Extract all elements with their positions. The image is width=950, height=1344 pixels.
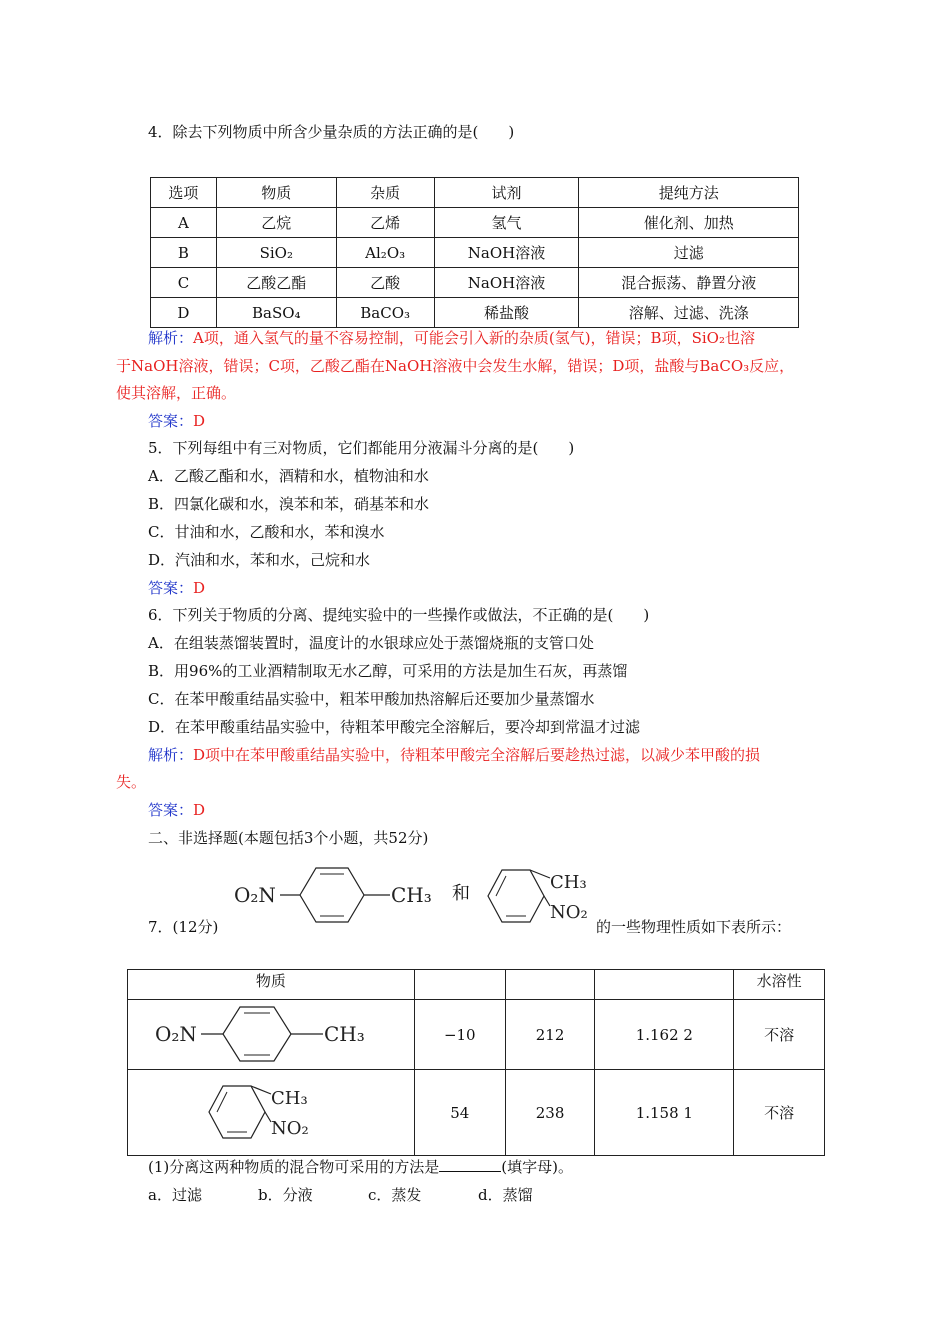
answer-value: D (193, 801, 206, 819)
answer-label: 答案： (148, 412, 194, 430)
q7-conjunction: 和 (452, 883, 470, 904)
q4-analysis-line-2: 于NaOH溶液，错误；C项，乙酸乙酯在NaOH溶液中会发生水解，错误；D项，盐酸与BaCO₃反应， (116, 357, 795, 375)
q5-option-d: D．汽油和水，苯和水，己烷和水 (148, 551, 371, 569)
analysis-label: 解析： (148, 746, 194, 764)
cell-value: 1.158 1 (595, 1070, 734, 1156)
q7-table (127, 969, 825, 1156)
q7-sub1-text-a: (1)分离这两种物质的混合物可采用的方法是 (148, 1158, 440, 1176)
cell-solubility: 不溶 (734, 1000, 825, 1070)
q4-analysis-line-3: 使其溶解，正确。 (116, 384, 237, 402)
cell-impurity: 乙烯 (336, 208, 434, 238)
q7-table-header-row (128, 970, 825, 1000)
cell-reagent: NaOH溶液 (434, 238, 579, 268)
answer-value: D (193, 412, 206, 430)
q7-suffix: 的一些物理性质如下表所示： (596, 918, 792, 936)
cell-option: D (151, 298, 217, 328)
answer-blank[interactable] (439, 1157, 501, 1172)
q6-option-d: D．在苯甲酸重结晶实验中，待粗苯甲酸完全溶解后，要冷却到常温才过滤 (148, 718, 641, 736)
q4-table (150, 177, 799, 328)
q4-header-impurity: 杂质 (336, 178, 434, 208)
cell-value: 54 (414, 1070, 505, 1156)
cell-structure (128, 1000, 415, 1070)
cell-method: 混合振荡、静置分液 (579, 268, 799, 298)
table-row (151, 238, 799, 268)
table-row (151, 208, 799, 238)
cell-method: 过滤 (579, 238, 799, 268)
q4-answer (148, 411, 205, 431)
structure-label-bottom: NO₂ (550, 902, 588, 923)
cell-value: 238 (505, 1070, 595, 1156)
answer-label: 答案： (148, 579, 194, 597)
q5-option-c: C．甘油和水，乙酸和水，苯和溴水 (148, 523, 385, 541)
q7-sub1-options (148, 1185, 533, 1205)
q4-table-header-row (151, 178, 799, 208)
cell-reagent: NaOH溶液 (434, 268, 579, 298)
q6-option-a: A．在组装蒸馏装置时，温度计的水银球应处于蒸馏烧瓶的支管口处 (148, 634, 594, 652)
cell-solubility: 不溶 (734, 1070, 825, 1156)
q7-header-col3 (505, 970, 595, 1000)
cell-structure (128, 1070, 415, 1156)
analysis-text: D项中在苯甲酸重结晶实验中，待粗苯甲酸完全溶解后要趁热过滤，以减少苯甲酸的损 (193, 746, 761, 764)
option-a: a．过滤 (148, 1186, 202, 1204)
q7-sub1-text-b: (填字母)。 (501, 1158, 573, 1176)
q7-header-solubility: 水溶性 (734, 970, 825, 1000)
q4-header-option: 选项 (151, 178, 217, 208)
q7-header-col2 (414, 970, 505, 1000)
cell-option: A (151, 208, 217, 238)
cell-impurity: 乙酸 (336, 268, 434, 298)
cell-impurity: BaCO₃ (336, 298, 434, 328)
cell-option: C (151, 268, 217, 298)
table-row (128, 1000, 825, 1070)
cell-method: 催化剂、加热 (579, 208, 799, 238)
q7-header-substance: 物质 (128, 970, 415, 1000)
cell-method: 溶解、过滤、洗涤 (579, 298, 799, 328)
cell-substance: 乙酸乙酯 (216, 268, 336, 298)
q4-header-substance: 物质 (216, 178, 336, 208)
structure-label-top: CH₃ (550, 872, 587, 893)
cell-substance: SiO₂ (216, 238, 336, 268)
q6-analysis-line-2: 失。 (116, 773, 147, 791)
cell-reagent: 氢气 (434, 208, 579, 238)
structure-label-bottom: NO₂ (270, 1117, 309, 1139)
ortho-nitrotoluene-structure (478, 856, 598, 936)
q4-header-method: 提纯方法 (579, 178, 799, 208)
cell-value: −10 (414, 1000, 505, 1070)
q5-answer (148, 578, 205, 598)
q6-stem: 6．下列关于物质的分离、提纯实验中的一些操作或做法，不正确的是( ) (148, 606, 650, 624)
structure-label-left: O₂N (234, 883, 276, 907)
q6-option-b: B．用96%的工业酒精制取无水乙醇，可采用的方法是加生石灰，再蒸馏 (148, 662, 628, 680)
q6-analysis-line-1 (148, 745, 760, 765)
para-nitrotoluene-structure (151, 1003, 391, 1063)
option-d: d．蒸馏 (478, 1186, 533, 1204)
cell-substance: BaSO₄ (216, 298, 336, 328)
table-row (151, 268, 799, 298)
analysis-label: 解析： (148, 329, 194, 347)
analysis-text: A项，通入氢气的量不容易控制，可能会引入新的杂质(氢气)，错误；B项，SiO₂也溶 (193, 329, 755, 347)
q4-stem: 4．除去下列物质中所含少量杂质的方法正确的是( ) (148, 123, 515, 141)
option-b: b．分液 (258, 1186, 313, 1204)
q7-prefix: 7．(12分) (148, 918, 219, 936)
para-nitrotoluene-structure (230, 862, 440, 926)
q6-answer (148, 800, 205, 820)
q7-header-col4 (595, 970, 734, 1000)
structure-label-top: CH₃ (270, 1087, 308, 1109)
answer-value: D (193, 579, 206, 597)
cell-value: 212 (505, 1000, 595, 1070)
q7-sub1 (148, 1157, 573, 1177)
table-row (151, 298, 799, 328)
cell-option: B (151, 238, 217, 268)
cell-impurity: Al₂O₃ (336, 238, 434, 268)
q5-option-b: B．四氯化碳和水，溴苯和苯，硝基苯和水 (148, 495, 430, 513)
structure-label-right: CH₃ (391, 883, 432, 907)
structure-label-right: CH₃ (323, 1021, 365, 1046)
cell-substance: 乙烷 (216, 208, 336, 238)
q6-option-c: C．在苯甲酸重结晶实验中，粗苯甲酸加热溶解后还要加少量蒸馏水 (148, 690, 595, 708)
q5-option-a: A．乙酸乙酯和水，酒精和水，植物油和水 (148, 467, 429, 485)
table-row (128, 1070, 825, 1156)
structure-label-left: O₂N (154, 1021, 197, 1046)
q4-analysis-line-1 (148, 328, 755, 348)
option-c: c．蒸发 (368, 1186, 422, 1204)
answer-label: 答案： (148, 801, 194, 819)
section-title: 二、非选择题(本题包括3个小题，共52分) (148, 829, 429, 847)
q5-stem: 5．下列每组中有三对物质，它们都能用分液漏斗分离的是( ) (148, 439, 575, 457)
cell-value: 1.162 2 (595, 1000, 734, 1070)
cell-reagent: 稀盐酸 (434, 298, 579, 328)
q4-header-reagent: 试剂 (434, 178, 579, 208)
ortho-nitrotoluene-structure (201, 1072, 341, 1150)
